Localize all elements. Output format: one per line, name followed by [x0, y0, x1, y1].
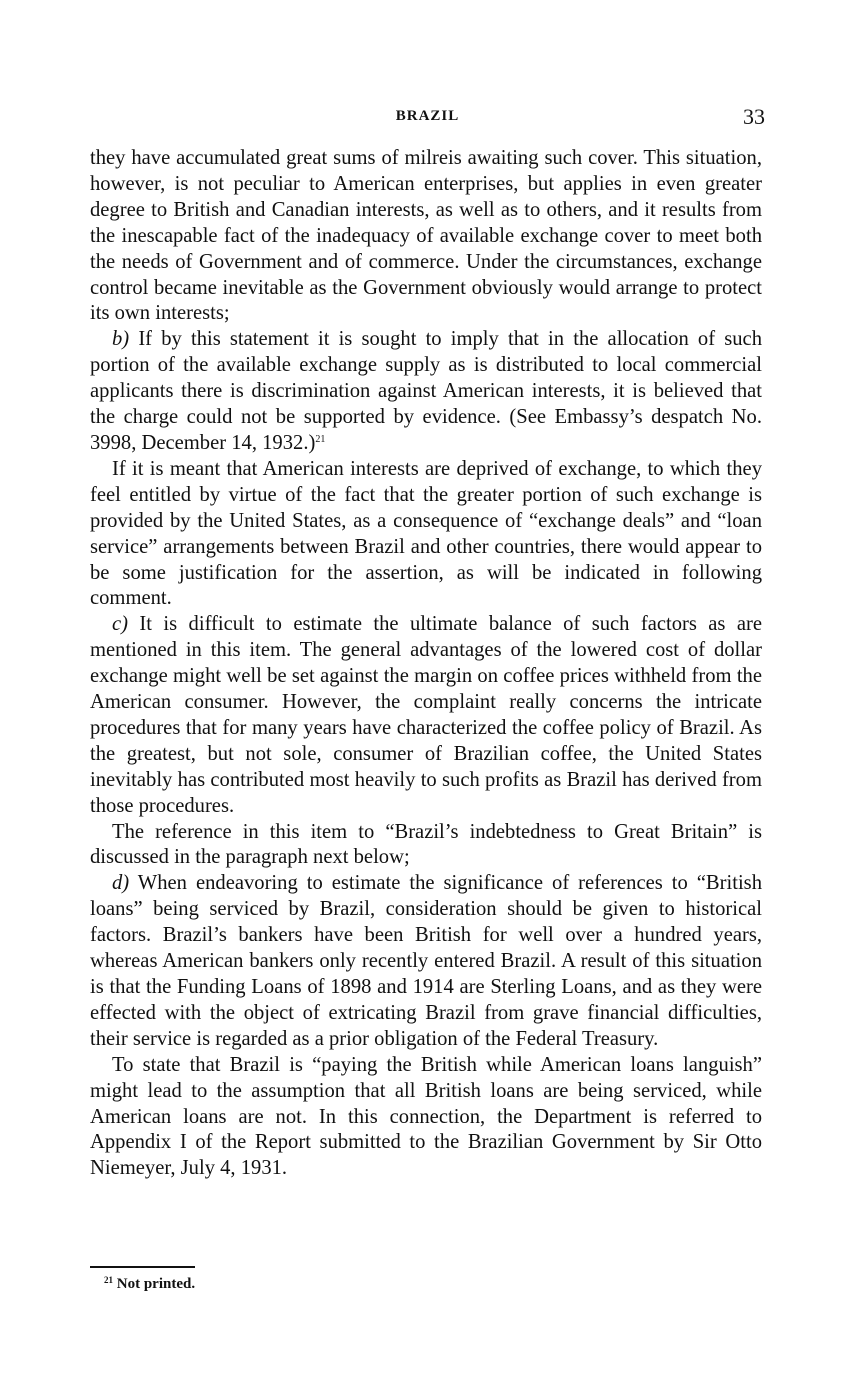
paragraph	[90, 612, 762, 819]
paragraph	[90, 871, 762, 1052]
paragraph-text: If by this statement it is sought to imply that in the allocation of such portion of the available exchange supply as is distributed to local commercial applicants there is discrimination against American interests, it is believed that the charge could not be supported by evidence. (See Embassy’s despatch No. 3998, December 14, 1932.)	[90, 328, 762, 454]
footnote-text: Not printed.	[116, 1276, 196, 1292]
footnote-number: 21	[104, 1275, 113, 1285]
item-label: c)	[112, 613, 128, 636]
item-label: d)	[112, 872, 130, 895]
paragraph-text: To state that Brazil is “paying the British while American loans languish” might lead to the assumption that all British loans are being serviced, while American loans are not. In this connection, the Department is referred to Appendix I of the Report submitted to the Brazilian Government by Sir Otto Niemeyer, July 4, 1931.	[90, 1053, 762, 1180]
paragraph	[90, 327, 762, 457]
paragraph	[90, 146, 762, 327]
paragraph-text: The reference in this item to “Brazil’s indebtedness to Great Britain” is discussed in the paragraph next below;	[90, 820, 762, 869]
running-title: BRAZIL	[395, 108, 460, 124]
item-label: b)	[112, 328, 130, 351]
footnote	[104, 1276, 195, 1293]
paragraph	[90, 1053, 762, 1183]
paragraph-text: they have accumulated great sums of milreis awaiting such cover. This situation, however, is not peculiar to American enterprises, but applies in even greater degree to British and Canadian interests, as well as to others, and it results from the inescapable fact of the inadequacy of available exchange cover to meet both the needs of Government and of commerce. Under the circumstances, exchange control became inevitable as the Government obviously would arrange to protect its own interests;	[90, 147, 762, 325]
paragraph	[90, 820, 762, 872]
page-header	[90, 104, 765, 134]
footnote-reference: 21	[315, 433, 326, 445]
footnote-rule	[90, 1266, 195, 1268]
paragraph-text: If it is meant that American interests are deprived of exchange, to which they feel entitled by virtue of the fact that the greater portion of such exchange is provided by the United States, as a consequence of “exchange deals” and “loan service” arrangements between Brazil and other countries, there would appear to be some justification for the assertion, as will be indicated in following comment.	[90, 457, 762, 610]
paragraph-text: When endeavoring to estimate the significance of references to “British loans” being serviced by Brazil, consideration should be given to historical factors. Brazil’s bankers have been British for well over a hundred years, whereas American bankers only recently entered Brazil. A result of this situation is that the Funding Loans of 1898 and 1914 are Sterling Loans, and as they were effected with the object of extricating Brazil from grave financial difficulties, their service is regarded as a prior obligation of the Federal Treasury.	[90, 872, 762, 1050]
page-number: 33	[743, 104, 765, 129]
paragraph-text: It is difficult to estimate the ultimate balance of such factors as are mentioned in this item. The general advantages of the lowered cost of dollar exchange might well be set against the margin on coffee prices withheld from the American consumer. However, the complaint really concerns the intricate procedures that for many years have characterized the coffee policy of Brazil. As the greatest, but not sole, consumer of Brazilian coffee, the United States inevitably has contributed most heavily to such profits as Brazil has derived from those procedures.	[90, 613, 762, 817]
body-text	[90, 146, 762, 1182]
paragraph	[90, 457, 762, 612]
